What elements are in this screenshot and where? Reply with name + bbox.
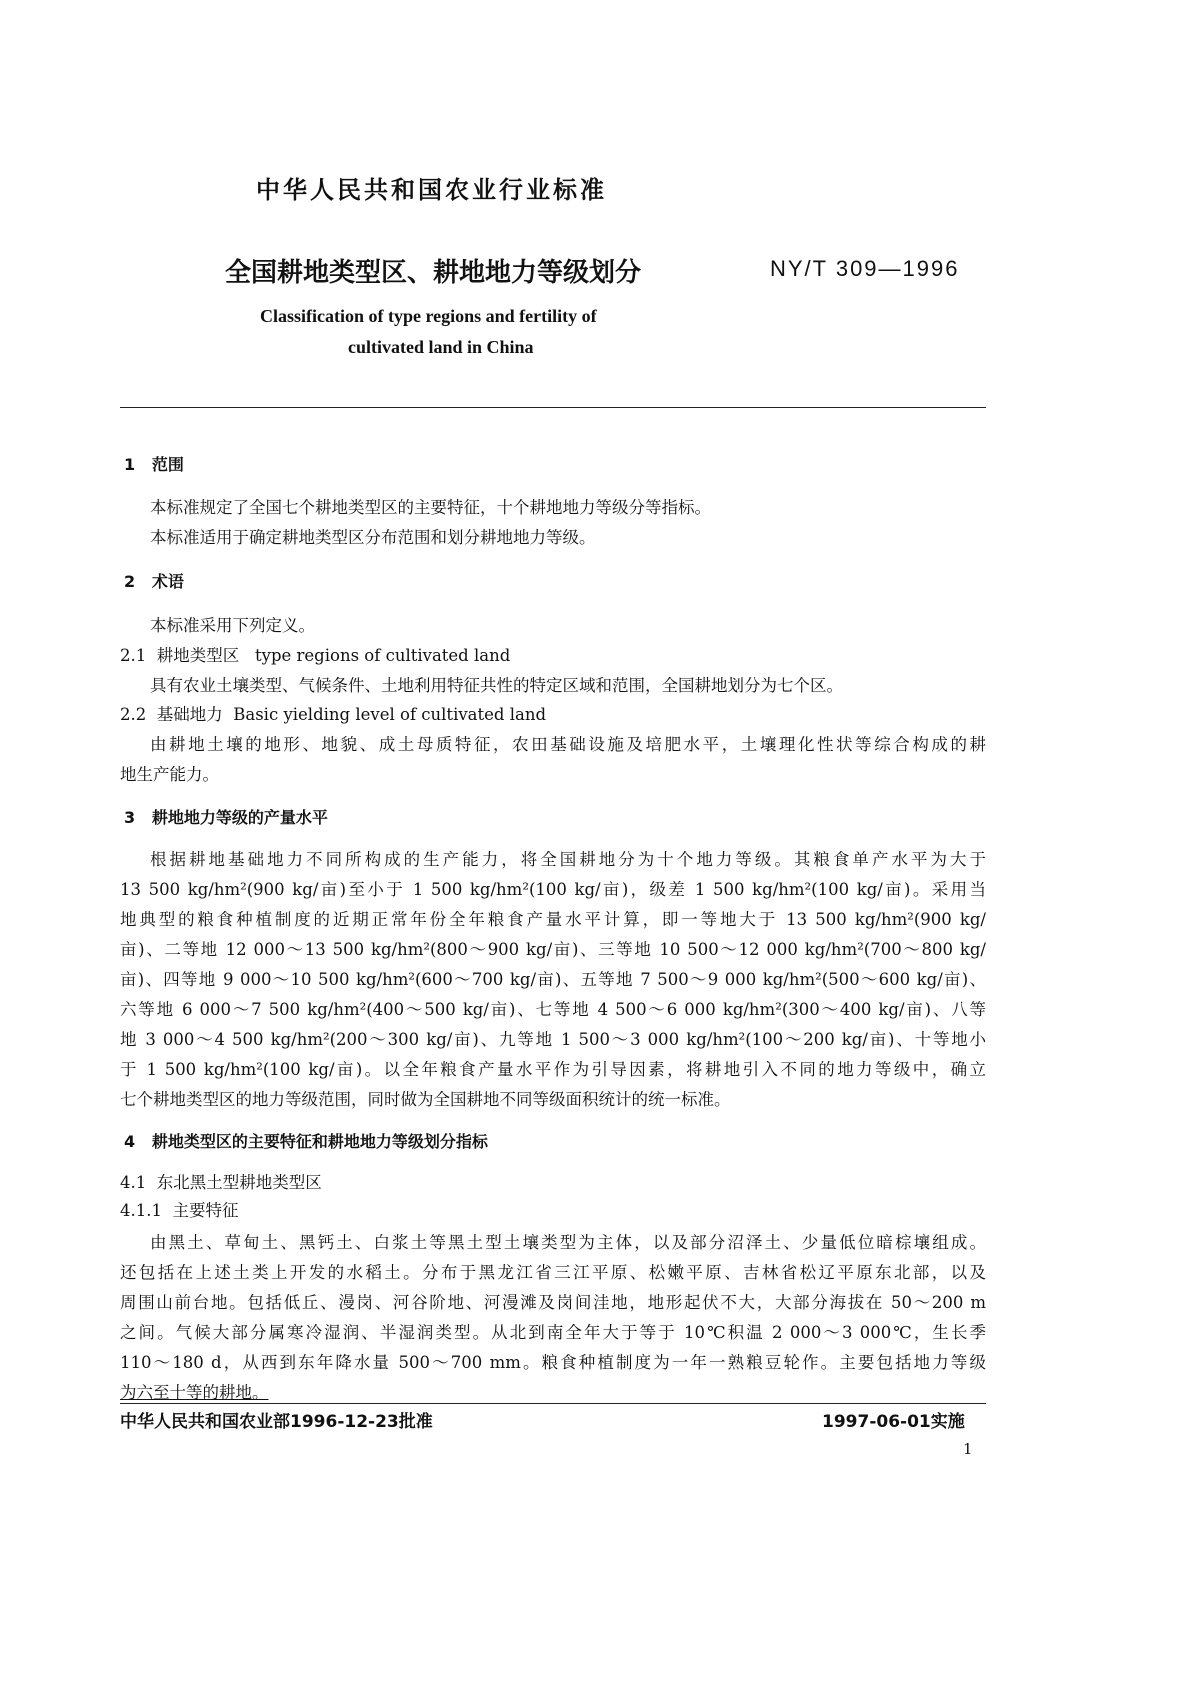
paragraph-line: 七个耕地类型区的地力等级范围，同时做为全国耕地不同等级面积统计的统一标准。	[120, 1090, 731, 1109]
footer-divider	[120, 1403, 986, 1404]
paragraph-line: 地典型的粮食种植制度的近期正常年份全年粮食产量水平计算，即一等地大于 13 500 kg/hm²(900 kg/	[120, 910, 986, 929]
section-3-heading: 3 耕地地力等级的产量水平	[124, 808, 328, 827]
paragraph-line: 周围山前台地。包括低丘、漫岗、河谷阶地、河漫滩及岗间洼地，地形起伏不大，大部分海拔在 50～200 m	[120, 1293, 986, 1312]
approval-note: 中华人民共和国农业部1996-12-23批准	[120, 1412, 433, 1432]
paragraph-line: 地生产能力。	[120, 765, 219, 784]
paragraph-line: 地 3 000～4 500 kg/hm²(200～300 kg/亩)、九等地 1 500～3 000 kg/hm²(100～200 kg/亩)、十等地小	[120, 1030, 986, 1049]
section-4-1-1-heading: 4.1.1 主要特征	[120, 1201, 239, 1220]
paragraph-line: 由耕地土壤的地形、地貌、成土母质特征，农田基础设施及培肥水平，土壤理化性状等综合构成的耕	[150, 735, 986, 754]
paragraph-line: 具有农业土壤类型、气候条件、土地利用特征共性的特定区域和范围，全国耕地划分为七个区。	[150, 676, 843, 695]
section-4-1-heading: 4.1 东北黑土型耕地类型区	[120, 1173, 322, 1192]
paragraph-line: 根据耕地基础地力不同所构成的生产能力，将全国耕地分为十个地力等级。其粮食单产水平为大于	[150, 850, 986, 869]
paragraph-line: 亩)、四等地 9 000～10 500 kg/hm²(600～700 kg/亩)、五等地 7 500～9 000 kg/hm²(500～600 kg/亩)、	[120, 970, 986, 989]
paragraph-line: 由黑土、草甸土、黑钙土、白浆土等黑土型土壤类型为主体，以及部分沼泽土、少量低位暗棕壤组成。	[150, 1233, 986, 1252]
paragraph-line: 本标准适用于确定耕地类型区分布范围和划分耕地地力等级。	[150, 528, 596, 547]
section-2-2-heading: 2.2 基础地力 Basic yielding level of cultivated land	[120, 705, 547, 724]
section-1-heading: 1 范围	[124, 455, 184, 474]
paragraph-line: 13 500 kg/hm²(900 kg/亩)至小于 1 500 kg/hm²(100 kg/亩)，级差 1 500 kg/hm²(100 kg/亩)。采用当	[120, 880, 986, 899]
paragraph-line: 于 1 500 kg/hm²(100 kg/亩)。以全年粮食产量水平作为引导因素，将耕地引入不同的地力等级中，确立	[120, 1060, 986, 1079]
english-title-line1: Classification of type regions and fertility of	[260, 306, 597, 326]
paragraph-line: 六等地 6 000～7 500 kg/hm²(400～500 kg/亩)、七等地 4 500～6 000 kg/hm²(300～400 kg/亩)、八等	[120, 1000, 986, 1019]
english-title-line2: cultivated land in China	[348, 337, 534, 357]
effective-date: 1997-06-01实施	[822, 1412, 965, 1432]
section-2-1-heading: 2.1 耕地类型区 type regions of cultivated land	[120, 646, 511, 665]
section-2-heading: 2 术语	[124, 572, 184, 591]
paragraph-line: 之间。气候大部分属寒冷湿润、半湿润类型。从北到南全年大于等于 10℃积温 2 000～3 000℃，生长季	[120, 1323, 986, 1342]
paragraph-line: 为六至十等的耕地。	[120, 1383, 269, 1402]
paragraph-line: 还包括在上述土类上开发的水稻土。分布于黑龙江省三江平原、松嫩平原、吉林省松辽平原东北部，以及	[120, 1263, 986, 1282]
paragraph-line: 本标准采用下列定义。	[150, 616, 315, 635]
title-divider	[120, 407, 986, 408]
paragraph-line: 110～180 d，从西到东年降水量 500～700 mm。粮食种植制度为一年一熟粮豆轮作。主要包括地力等级	[120, 1353, 986, 1372]
paragraph-line: 亩)、二等地 12 000～13 500 kg/hm²(800～900 kg/亩)、三等地 10 500～12 000 kg/hm²(700～800 kg/	[120, 940, 986, 959]
standard-code: NY/T 309—1996	[770, 256, 960, 281]
paragraph-line: 本标准规定了全国七个耕地类型区的主要特征，十个耕地地力等级分等指标。	[150, 498, 711, 517]
standard-header: 中华人民共和国农业行业标准	[256, 176, 607, 204]
document-title: 全国耕地类型区、耕地地力等级划分	[225, 258, 642, 288]
page-number: 1	[963, 1440, 973, 1458]
section-4-heading: 4 耕地类型区的主要特征和耕地地力等级划分指标	[124, 1132, 488, 1151]
